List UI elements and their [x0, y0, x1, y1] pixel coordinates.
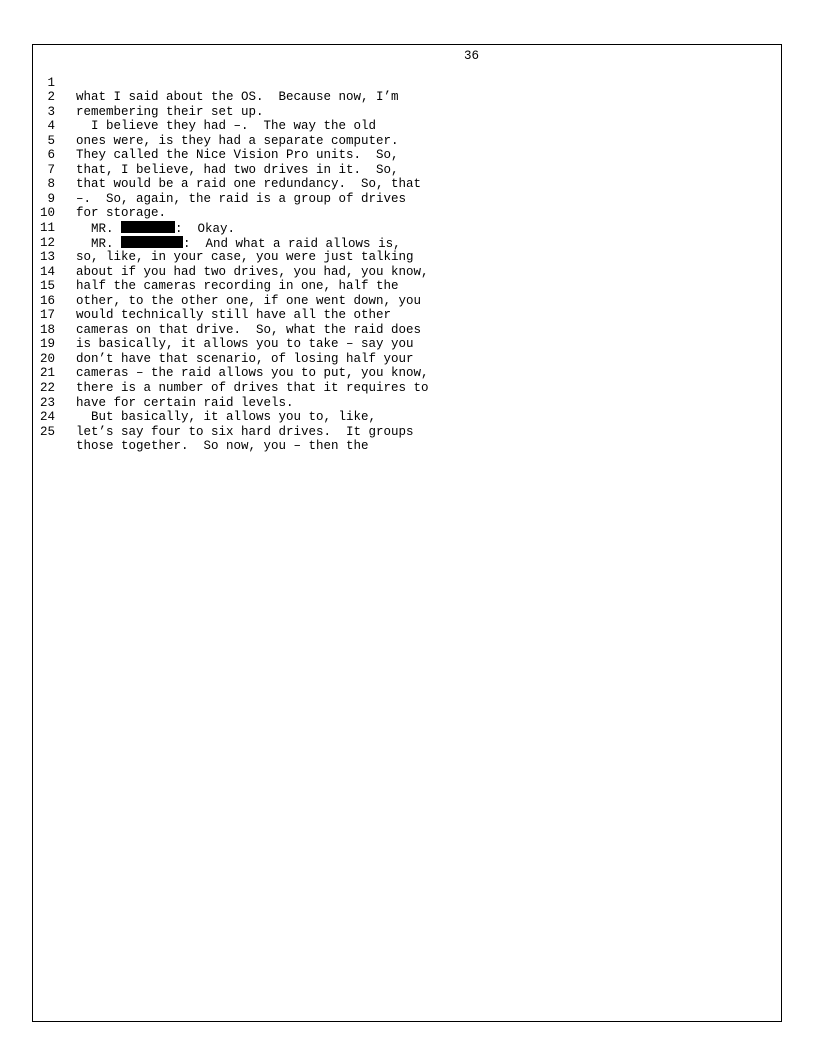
- line-number: 2: [47, 90, 55, 105]
- line-text: They called the Nice Vision Pro units. So,: [76, 148, 399, 163]
- speaker-line: [91, 221, 235, 237]
- line-number: 8: [47, 177, 55, 192]
- line-number: 9: [47, 191, 55, 206]
- line-number: 5: [47, 133, 55, 148]
- line-number: 20: [39, 351, 55, 366]
- line-number: 25: [39, 424, 55, 439]
- line-text: about if you had two drives, you had, you know,: [76, 264, 429, 279]
- line-text: have for certain raid levels.: [76, 395, 294, 410]
- line-number: 19: [39, 337, 55, 352]
- transcript-lines: [37, 61, 429, 454]
- redacted-name: [121, 236, 183, 248]
- line-text: that would be a raid one redundancy. So, that: [76, 177, 422, 192]
- line-number: 24: [39, 410, 55, 425]
- line-text: –. So, again, the raid is a group of drives: [76, 191, 407, 206]
- line-text: cameras – the raid allows you to put, you know,: [76, 366, 429, 381]
- line-text: is basically, it allows you to take – say you: [76, 337, 414, 352]
- line-text: half the cameras recording in one, half the: [76, 279, 399, 294]
- line-number: 11: [39, 221, 55, 236]
- line-text: there is a number of drives that it requires to: [76, 381, 429, 396]
- line-text: don’t have that scenario, of losing half your: [76, 351, 414, 366]
- line-text: that, I believe, had two drives in it. So,: [76, 162, 399, 177]
- line-number: 7: [47, 162, 55, 177]
- line-text: I believe they had –. The way the old: [91, 119, 377, 134]
- line-number: 6: [47, 148, 55, 163]
- line-number: 14: [39, 264, 55, 279]
- line-number: 10: [39, 206, 55, 221]
- line-number: 13: [39, 250, 55, 265]
- line-number: 1: [47, 75, 55, 90]
- line-number: 12: [39, 235, 55, 250]
- line-number: 16: [39, 293, 55, 308]
- line-text: cameras on that drive. So, what the raid does: [76, 322, 422, 337]
- line-number: 4: [47, 119, 55, 134]
- line-text: : Okay.: [175, 222, 236, 237]
- line-number: 3: [47, 104, 55, 119]
- speaker-line: [91, 236, 401, 252]
- transcript-line: [37, 61, 399, 105]
- line-text: ones were, is they had a separate computer.: [76, 133, 399, 148]
- line-text: what I said about the OS. Because now, I’m: [76, 90, 399, 105]
- line-number: 21: [39, 366, 55, 381]
- speaker-prefix: MR.: [91, 222, 114, 237]
- line-number: 23: [39, 395, 55, 410]
- line-text: for storage.: [76, 206, 167, 221]
- speaker-prefix: MR.: [91, 236, 114, 251]
- line-text: But basically, it allows you to, like,: [91, 410, 377, 425]
- line-text: those together. So now, you – then the: [76, 439, 369, 454]
- line-number: 15: [39, 279, 55, 294]
- redacted-name: [121, 221, 175, 233]
- line-number: 17: [39, 308, 55, 323]
- line-text: would technically still have all the other: [76, 308, 392, 323]
- line-text: let’s say four to six hard drives. It groups: [76, 424, 414, 439]
- line-text: : And what a raid allows is,: [183, 236, 401, 251]
- line-text: remembering their set up.: [76, 104, 264, 119]
- page-number: 36: [464, 49, 480, 63]
- line-number: 22: [39, 381, 55, 396]
- line-text: other, to the other one, if one went down, you: [76, 293, 422, 308]
- line-text: so, like, in your case, you were just talking: [76, 250, 414, 265]
- line-number: 18: [39, 322, 55, 337]
